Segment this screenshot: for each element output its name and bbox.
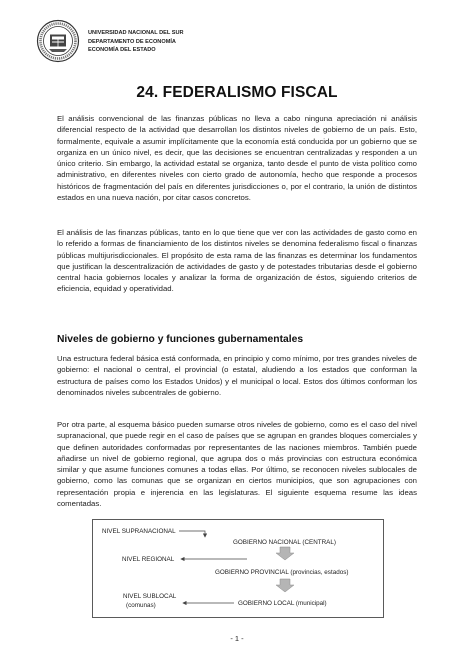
paragraph: Una estructura federal básica está conformada, en principio y como mínimo, por tres grandes niveles de gobierno: el nacional o central, el provincial (o estatal, aludiendo a los estados que conforman la estructura de países como los Estados Unidos) y el municipal o local. Estos dos últimos conforman los denominados niveles subcentrales de gobierno. [57,354,417,397]
section-heading: Niveles de gobierno y funciones gubernamentales [57,334,304,345]
government-levels-diagram [92,519,384,618]
institution-line: UNIVERSIDAD NACIONAL DEL SUR [88,30,184,36]
page-number: - 1 - [230,634,244,643]
diagram-label-regional: NIVEL REGIONAL [122,556,175,563]
paragraph: Por otra parte, al esquema básico pueden sumarse otros niveles de gobierno, como es el caso del nivel supranacional, que puede regir en el caso de países que se agrupan en grandes bloques comerciales y que definen autoridades conformadas por representantes de las naciones miembros. También puede añadirse un nivel de gobierno regional, que agrupa dos o más provincias con estructura económica similar y que asume funciones comunes a todas ellas. Por último, se reconocen niveles sublocales de gobierno, como las comunas que se organizan en ciertos municipios, que son agrupaciones con representación propia e injerencia en las legislaturas. El siguiente esquema resume las ideas comentadas. [57,420,417,509]
institution-line: ECONOMÍA DEL ESTADO [88,47,156,54]
diagram-label-comunas: (comunas) [126,602,156,609]
diagram-label-gobierno-provincial: GOBIERNO PROVINCIAL (provincias, estados) [215,569,349,576]
paragraph: El análisis de las finanzas públicas, tanto en lo que tiene que ver con las actividades de gasto como en lo referido a formas de financiamiento de los distintos niveles se denomina federalismo fiscal o finanzas públicas multijurisdiccionales. El propósito de esta rama de las finanzas es determinar los fundamentos que justifican la descentralización de actividades de gasto y de potestades tributarias desde el gobierno central hacia gobiernos locales y analizar la forma de organización de éstos, siguiendo criterios de eficiencia, equidad y operatividad. [57,228,417,294]
page-title: 24. FEDERALISMO FISCAL [136,84,338,101]
paragraph: El análisis convencional de las finanzas públicas no lleva a cabo ninguna apreciación ni análisis diferencial respecto de la actividad que desarrollan los distintos niveles de gobierno de un país. Esto, formalmente, equivale a asumir implícitamente que la economía está conducida por un gobierno que se organiza en un único nivel, es decir, que las decisiones se encuentran centralizadas y responden a un único criterio. Sin embargo, la actividad estatal se organiza, tanto desde el punto de vista político como administrativo, en diferentes niveles con cierto grado de autonomía, hecho que responde a procesos históricos de fragmentación del país en diferentes jurisdicciones o, por el contrario, la unión de distintos estados en una nueva nación, por citar casos concretos. [57,114,417,203]
diagram-label-gobierno-local: GOBIERNO LOCAL (municipal) [238,600,327,607]
university-seal-icon [36,19,80,63]
diagram-label-gobierno-nacional: GOBIERNO NACIONAL (CENTRAL) [233,539,336,546]
diagram-label-sublocal: NIVEL SUBLOCAL [123,593,177,600]
institution-header [88,29,184,55]
diagram-label-supranacional: NIVEL SUPRANACIONAL [102,528,176,535]
institution-line: DEPARTAMENTO DE ECONOMÍA [88,38,176,45]
